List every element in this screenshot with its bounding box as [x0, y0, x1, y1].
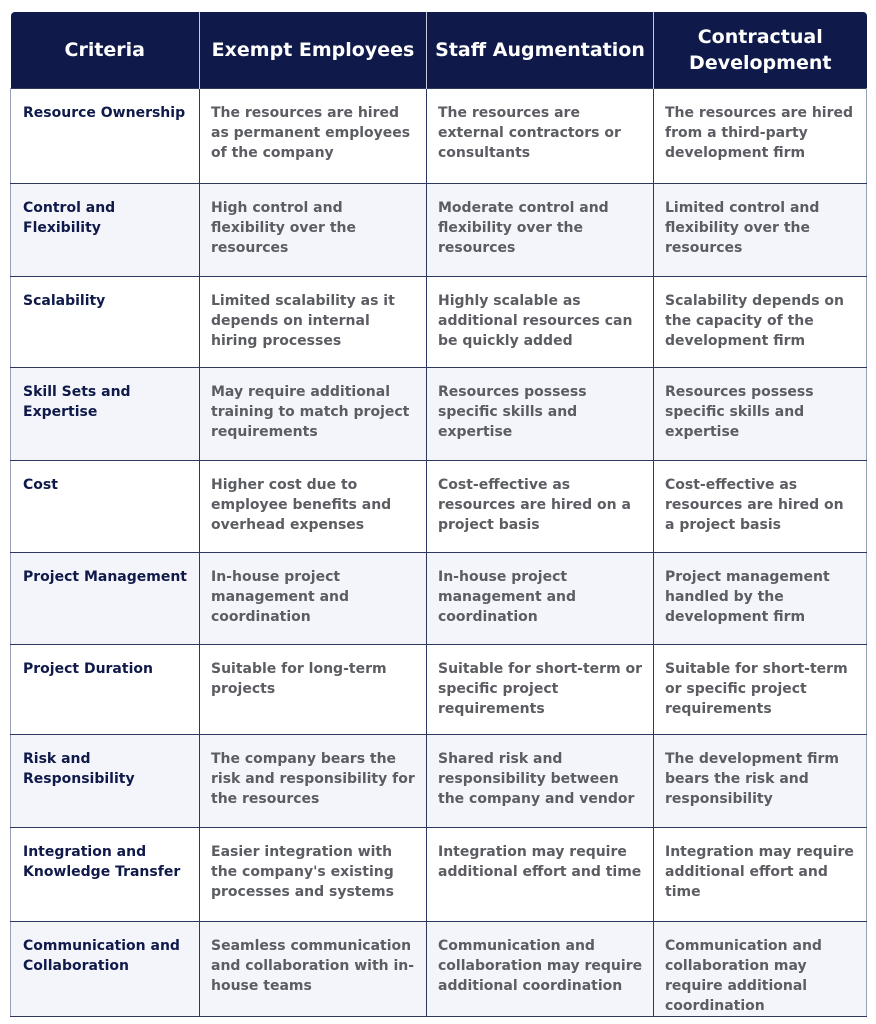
- criteria-cell: Control and Flexibility: [11, 184, 200, 277]
- exempt-cell: Limited scalability as it depends on internal hiring processes: [200, 277, 427, 368]
- contractual-cell: Scalability depends on the capacity of the development firm: [654, 277, 867, 368]
- table-row: [11, 735, 867, 828]
- comparison-table: [10, 12, 867, 1017]
- exempt-cell: The company bears the risk and responsibility for the resources: [200, 735, 427, 828]
- staff-cell: Suitable for short-term or specific project requirements: [427, 645, 654, 735]
- table-row: [11, 828, 867, 922]
- staff-cell: Cost-effective as resources are hired on a project basis: [427, 461, 654, 553]
- exempt-cell: May require additional training to match project requirements: [200, 368, 427, 461]
- criteria-cell: Integration and Knowledge Transfer: [11, 828, 200, 922]
- exempt-cell: In-house project management and coordination: [200, 553, 427, 645]
- criteria-cell: Scalability: [11, 277, 200, 368]
- exempt-cell: Suitable for long-term projects: [200, 645, 427, 735]
- staff-cell: Resources possess specific skills and expertise: [427, 368, 654, 461]
- contractual-cell: Resources possess specific skills and expertise: [654, 368, 867, 461]
- staff-cell: The resources are external contractors or consultants: [427, 89, 654, 184]
- comparison-table-container: [10, 12, 866, 1017]
- table-row: [11, 922, 867, 1017]
- criteria-cell: Cost: [11, 461, 200, 553]
- header-staff-augmentation: Staff Augmentation: [427, 12, 654, 89]
- staff-cell: Moderate control and flexibility over the resources: [427, 184, 654, 277]
- criteria-cell: Project Management: [11, 553, 200, 645]
- contractual-cell: Project management handled by the development firm: [654, 553, 867, 645]
- criteria-cell: Skill Sets and Expertise: [11, 368, 200, 461]
- header-criteria: Criteria: [11, 12, 200, 89]
- contractual-cell: Limited control and flexibility over the resources: [654, 184, 867, 277]
- table-row: [11, 184, 867, 277]
- contractual-cell: The development firm bears the risk and responsibility: [654, 735, 867, 828]
- table-row: [11, 461, 867, 553]
- header-row: [11, 12, 867, 89]
- staff-cell: Integration may require additional effort and time: [427, 828, 654, 922]
- table-row: [11, 368, 867, 461]
- table-row: [11, 277, 867, 368]
- criteria-cell: Risk and Responsibility: [11, 735, 200, 828]
- criteria-cell: Project Duration: [11, 645, 200, 735]
- exempt-cell: Higher cost due to employee benefits and overhead expenses: [200, 461, 427, 553]
- contractual-cell: The resources are hired from a third-party development firm: [654, 89, 867, 184]
- contractual-cell: Integration may require additional effort and time: [654, 828, 867, 922]
- contractual-cell: Communication and collaboration may require additional coordination: [654, 922, 867, 1017]
- exempt-cell: High control and flexibility over the resources: [200, 184, 427, 277]
- contractual-cell: Suitable for short-term or specific project requirements: [654, 645, 867, 735]
- staff-cell: In-house project management and coordination: [427, 553, 654, 645]
- header-exempt-employees: Exempt Employees: [200, 12, 427, 89]
- criteria-cell: Resource Ownership: [11, 89, 200, 184]
- table-row: [11, 553, 867, 645]
- table-row: [11, 645, 867, 735]
- exempt-cell: Seamless communication and collaboration with in-house teams: [200, 922, 427, 1017]
- staff-cell: Communication and collaboration may require additional coordination: [427, 922, 654, 1017]
- contractual-cell: Cost-effective as resources are hired on a project basis: [654, 461, 867, 553]
- exempt-cell: Easier integration with the company's existing processes and systems: [200, 828, 427, 922]
- staff-cell: Shared risk and responsibility between the company and vendor: [427, 735, 654, 828]
- criteria-cell: Communication and Collaboration: [11, 922, 200, 1017]
- staff-cell: Highly scalable as additional resources can be quickly added: [427, 277, 654, 368]
- header-contractual-development: Contractual Development: [654, 12, 867, 89]
- table-row: [11, 89, 867, 184]
- exempt-cell: The resources are hired as permanent employees of the company: [200, 89, 427, 184]
